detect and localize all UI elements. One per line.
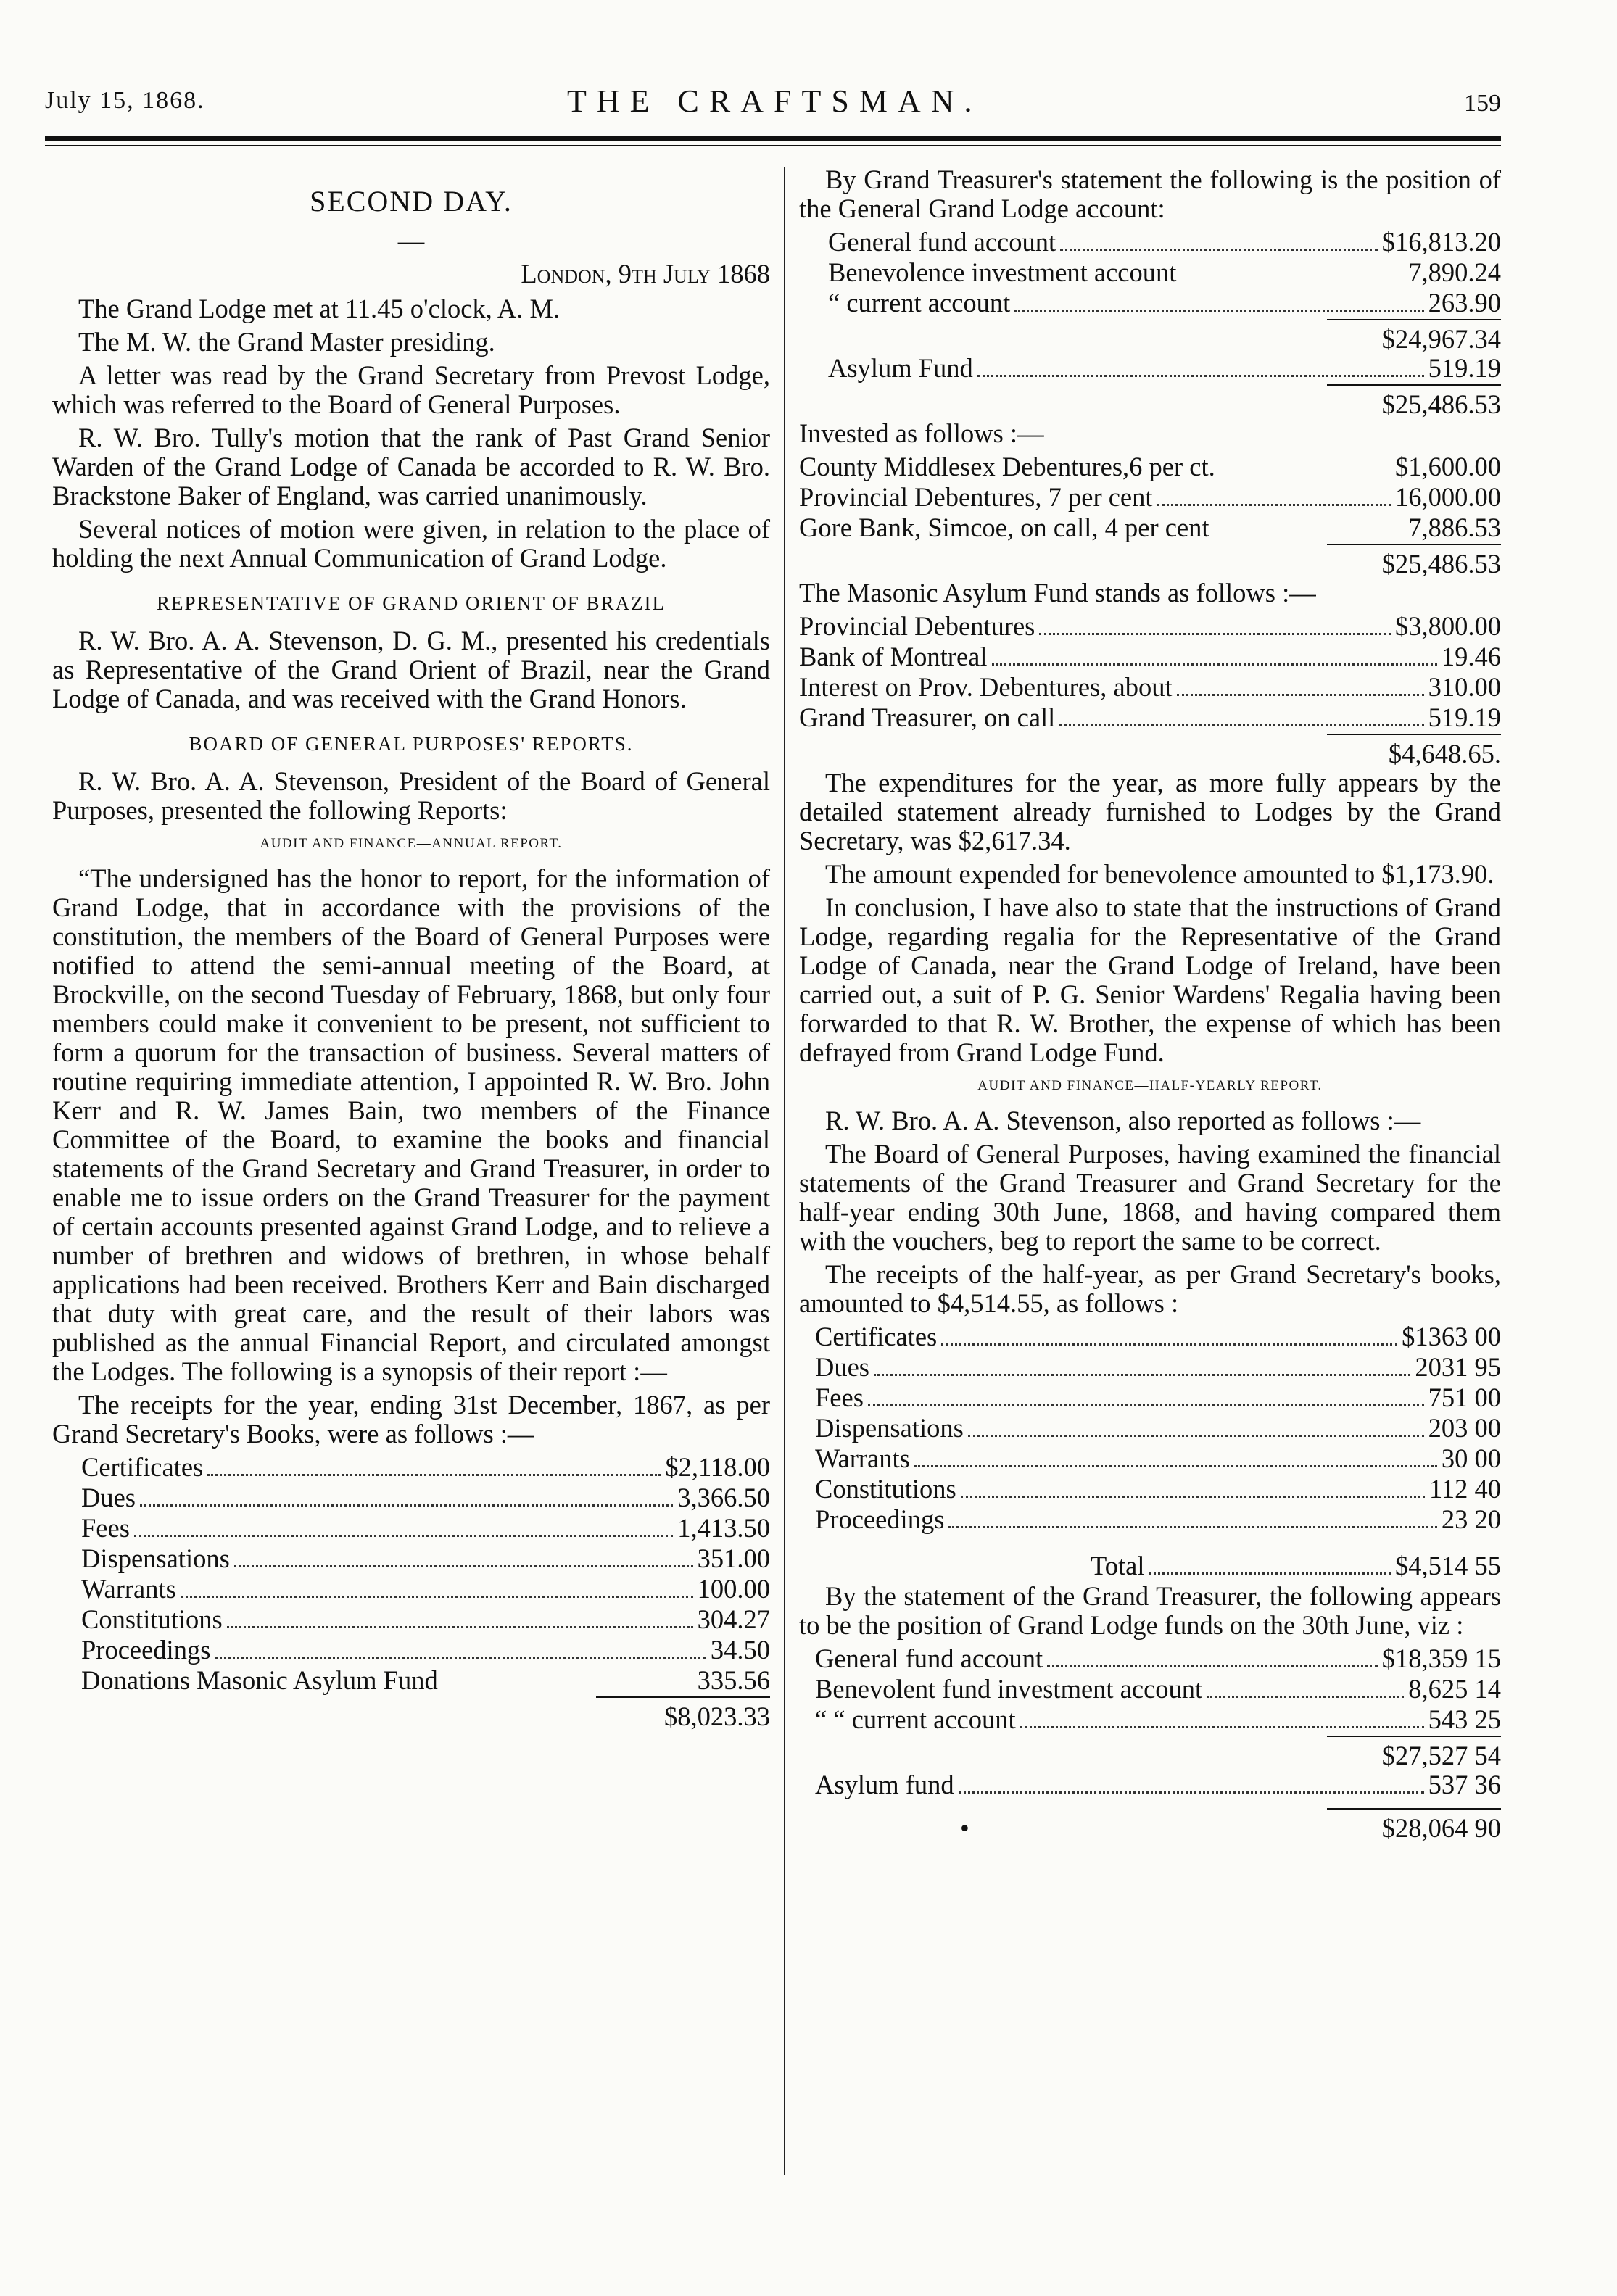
ledger-row: Dispensations 351.00: [81, 1543, 770, 1573]
ledger-row: “ “ current account 543 25: [815, 1704, 1501, 1734]
header-rule-thick: [45, 136, 1501, 141]
paragraph: The receipts of the half-year, as per Grand Secretary's books, amounted to $4,514.55, as follows :: [799, 1259, 1501, 1318]
ledger-row: Fees 1,413.50: [81, 1513, 770, 1543]
subheading-annual-report: AUDIT AND FINANCE—ANNUAL REPORT.: [260, 836, 563, 851]
paragraph: By the statement of the Grand Treasurer, the following appears to be the position of Grand Lodge funds on the 30th June, viz :: [799, 1581, 1501, 1640]
ledger-row: Asylum Fund 519.19: [828, 353, 1501, 383]
ledger-row: Warrants 100.00: [81, 1574, 770, 1604]
ledger-row: Benevolent fund investment account 8,625 14: [815, 1674, 1501, 1704]
ledger-row: Certificates $1363 00: [815, 1322, 1501, 1351]
paragraph: The amount expended for benevolence amounted to $1,173.90.: [825, 859, 1494, 889]
subheading-half-yearly: AUDIT AND FINANCE—HALF-YEARLY REPORT.: [977, 1078, 1323, 1093]
ledger-row: Dues 2031 95: [815, 1352, 1501, 1382]
paragraph: Several notices of motion were given, in relation to the place of holding the next Annual Communication of Grand Lodge.: [52, 514, 770, 573]
asylum-label: The Masonic Asylum Fund stands as follows :—: [799, 578, 1316, 608]
newspaper-page: [45, 83, 1501, 2262]
ledger-row: General fund account $18,359 15: [815, 1644, 1501, 1673]
paragraph: The expenditures for the year, as more fully appears by the detailed statement already furnished to Lodges by the Grand Secretary, was $2,617.34.: [799, 768, 1501, 855]
paragraph: R. W. Bro. Tully's motion that the rank of Past Grand Senior Warden of the Grand Lodge of Canada be accorded to R. W. Bro. Brackstone Baker of England, was carried unanimously.: [52, 423, 770, 510]
paragraph: R. W. Bro. A. A. Stevenson, also reported as follows :—: [825, 1106, 1421, 1135]
half-year-total-row: Total $4,514 55: [1091, 1551, 1501, 1580]
subheading-board-reports: BOARD OF GENERAL PURPOSES' REPORTS.: [189, 733, 634, 755]
investments-total: $25,486.53: [799, 544, 1501, 579]
ledger-row: Dispensations 203 00: [815, 1413, 1501, 1443]
paragraph: R. W. Bro. A. A. Stevenson, D. G. M., presented his credentials as Representative of the Grand Orient of Brazil, near the Grand Lodge of Canada, and was received with the Grand Honors.: [52, 626, 770, 713]
ledger-row: Fees 751 00: [815, 1383, 1501, 1412]
half-year-receipts-table: [799, 1322, 1501, 1582]
paragraph: The Board of General Purposes, having examined the financial statements of the Grand Treasurer and Grand Secretary for the half-year ending 30th June, 1868, and having compared them with the vouchers, beg to report the same to be correct.: [799, 1139, 1501, 1256]
ledger-row: Grand Treasurer, on call 519.19: [799, 703, 1501, 732]
paragraph: The M. W. the Grand Master presiding.: [78, 327, 495, 357]
ledger-row: Interest on Prov. Debentures, about 310.00: [799, 672, 1501, 702]
annual-receipts-table: [52, 1453, 770, 1731]
paragraph: By Grand Treasurer's statement the following is the position of the General Grand Lodge account:: [799, 165, 1501, 223]
paragraph: A letter was read by the Grand Secretary from Prevost Lodge, which was referred to the Board of General Purposes.: [52, 360, 770, 419]
paragraph: R. W. Bro. A. A. Stevenson, President of the Board of General Purposes, presented the following Reports:: [52, 766, 770, 825]
section-heading: SECOND DAY.: [310, 185, 513, 217]
grand-lodge-funds-table: [799, 1644, 1501, 1844]
grand-lodge-accounts-table: [799, 228, 1501, 419]
ledger-row: Donations Masonic Asylum Fund 335.56: [81, 1665, 770, 1695]
asylum-fund-table: [799, 612, 1501, 768]
ledger-row: Constitutions 112 40: [815, 1474, 1501, 1504]
heading-dash: —: [397, 225, 425, 255]
ledger-row: Constitutions 304.27: [81, 1604, 770, 1634]
header-date: July 15, 1868.: [45, 87, 205, 114]
page-number: 159: [1464, 90, 1501, 117]
ledger-row: “ current account 263.90: [828, 288, 1501, 318]
ledger-row: Asylum fund 537 36: [815, 1770, 1501, 1799]
ledger-row: Provincial Debentures, 7 per cent 16,000.00: [799, 482, 1501, 512]
ledger-row: Warrants 30 00: [815, 1443, 1501, 1473]
paragraph: The receipts for the year, ending 31st December, 1867, as per Grand Secretary's Books, were as follows :—: [52, 1390, 770, 1449]
ledger-row: Proceedings 23 20: [815, 1504, 1501, 1534]
accounts-total: $25,486.53: [828, 384, 1501, 419]
left-column: [52, 165, 770, 1731]
header-rule-thin: [45, 145, 1501, 146]
page-header: [45, 83, 1501, 130]
ledger-row: Certificates $2,118.00: [81, 1452, 770, 1482]
paragraph: “The undersigned has the honor to report, for the information of Grand Lodge, that in accordance with the provisions of the constitution, the members of the Board of General Purposes were notified to attend the semi-annual meeting of the Board, at Brockville, on the second Tuesday of February, 1868, but only four members could make it convenient to be present, not sufficient to form a quorum for the transaction of business. Several matters of routine requiring immediate attention, I appointed R. W. Bro. John Kerr and R. W. James Bain, two members of the Finance Committee of the Board, to examine the books and financial statements of the Grand Secretary and Grand Treasurer, in order to enable me to issue orders on the Grand Treasurer for the payment of certain accounts presented against Grand Lodge, and to relieve a number of brethren and widows of brethren, in whose behalf applications had been received. Brothers Kerr and Bain discharged that duty with great care, and the result of their labors was published as the annual Financial Report, and circulated amongst the Lodges. The following is a synopsis of their report :—: [52, 863, 770, 1386]
asylum-fund-total: $4,648.65.: [799, 734, 1501, 768]
bullet-mark: •: [960, 1813, 969, 1843]
publication-title: THE CRAFTSMAN.: [567, 83, 983, 119]
ledger-row: Benevolence investment account 7,890.24: [828, 257, 1501, 287]
invested-label: Invested as follows :—: [799, 418, 1044, 448]
funds-total: $28,064 90: [1327, 1808, 1501, 1843]
paragraph: In conclusion, I have also to state that the instructions of Grand Lodge, regarding regalia for the Representative of the Grand Lodge of Canada, near the Grand Lodge of Ireland, have been carried out, a suit of P. G. Senior Wardens' Regalia having been forwarded to that R. W. Brother, the expense of which has been defrayed from Grand Lodge Fund.: [799, 892, 1501, 1067]
column-divider: [784, 167, 785, 2175]
ledger-row: Dues 3,366.50: [81, 1483, 770, 1512]
right-column: [799, 165, 1501, 1844]
annual-receipts-total: $8,023.33: [81, 1696, 770, 1731]
ledger-row: Gore Bank, Simcoe, on call, 4 per cent 7,886.53: [799, 513, 1501, 542]
subheading-brazil: REPRESENTATIVE OF GRAND ORIENT OF BRAZIL: [156, 592, 666, 614]
investments-table: [799, 452, 1501, 579]
funds-total-row: [815, 1808, 1501, 1844]
ledger-row: County Middlesex Debentures,6 per ct. $1,600.00: [799, 452, 1501, 481]
ledger-row: Provincial Debentures $3,800.00: [799, 611, 1501, 641]
paragraph: The Grand Lodge met at 11.45 o'clock, A. M.: [78, 294, 561, 323]
funds-subtotal: $27,527 54: [815, 1736, 1501, 1770]
ledger-row: General fund account $16,813.20: [828, 227, 1501, 257]
dateline: London, 9th July 1868: [521, 259, 770, 289]
accounts-subtotal: $24,967.34: [828, 319, 1501, 354]
ledger-row: Proceedings 34.50: [81, 1635, 770, 1665]
ledger-row: Bank of Montreal 19.46: [799, 642, 1501, 671]
